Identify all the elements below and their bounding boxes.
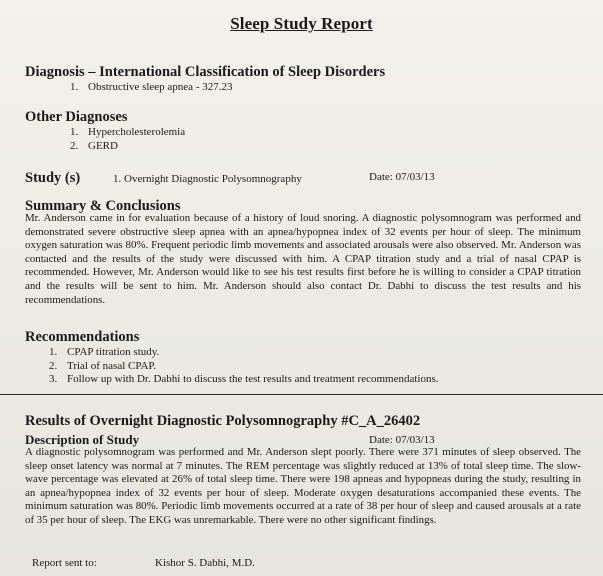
other-diagnoses-list — [70, 126, 185, 153]
list-item — [49, 373, 439, 387]
list-item — [49, 346, 439, 360]
recommendations-list — [49, 346, 439, 387]
list-item — [70, 81, 232, 95]
list-item — [70, 126, 185, 140]
list-text: Follow up with Dr. Dabhi to discuss the test results and treatment recommendations. — [67, 373, 439, 385]
results-text: A diagnostic polysomnogram was performed and Mr. Anderson slept poorly. There were 371 minutes of sleep observed. The sleep onset latency was normal at 7 minutes. The REM percentage was slightly reduced at 13% of total sleep time. The slow-wave percentage was elevated at 26% of total sleep time. There were 198 apneas and hypopneas during the study, resulting in an apnea/hypopnea index of 32 events per hour of sleep. Moderate oxygen desaturations accompanied these events. The minimum saturation was 80%. Periodic limb movements occurred at a rate of 38 per hour of sleep and caused arousals at a rate of 35 per hour of sleep. The EKG was unremarkable. There were no other significant findings. — [25, 446, 581, 526]
results-heading: Results of Overnight Diagnostic Polysomnography #C_A_26402 — [25, 413, 421, 429]
study-date: Date: 07/03/13 — [369, 171, 435, 183]
list-text: Obstructive sleep apnea - 327.23 — [88, 81, 233, 93]
list-text: CPAP titration study. — [67, 346, 160, 358]
list-number: 1. — [70, 81, 79, 93]
section-divider — [0, 394, 603, 395]
list-text: GERD — [88, 139, 118, 152]
list-number: 2. — [49, 359, 58, 372]
list-number: 2. — [70, 139, 79, 152]
diagnosis-list — [70, 81, 232, 95]
description-heading: Description of Study — [25, 432, 140, 447]
list-item — [49, 360, 439, 374]
summary-text: Mr. Anderson came in for evaluation because of a history of loud snoring. A diagnostic polysomnogram was performed and demonstrated severe obstructive sleep apnea with an apnea/hypopnea index of 32 events per hour of sleep. The minimum oxygen saturation was 80%. Frequent periodic limb movements and associated arousals were also observed. Mr. Anderson was contacted and the results of the study were discussed with him. A CPAP titration study and a trial of nasal CPAP is recommended. However, Mr. Anderson would like to see his test results first before he is willing to consider a CPAP titration and the results will be sent to him. Mr. Anderson should also contact Dr. Dabhi to discuss the test results and his recommendations. — [25, 212, 581, 306]
list-text: Hypercholesterolemia — [88, 126, 186, 138]
study-name: Overnight Diagnostic Polysomnography — [124, 173, 302, 185]
study-heading: Study (s) — [25, 170, 81, 186]
recommendations-heading: Recommendations — [25, 329, 140, 345]
report-sent-label: Report sent to: — [32, 557, 97, 569]
list-number: 1. — [49, 346, 58, 358]
report-recipient: Kishor S. Dabhi, M.D. — [155, 557, 255, 569]
summary-heading: Summary & Conclusions — [25, 198, 181, 214]
list-text: Trial of nasal CPAP. — [67, 359, 157, 372]
diagnosis-heading: Diagnosis – International Classification of Sleep Disorders — [25, 64, 386, 80]
list-number: 1. — [70, 126, 79, 138]
list-item — [70, 140, 185, 154]
other-diagnoses-heading: Other Diagnoses — [25, 109, 128, 125]
results-date: Date: 07/03/13 — [369, 434, 435, 446]
report-title: Sleep Study Report — [230, 14, 373, 33]
list-number: 3. — [49, 373, 58, 385]
list-number: 1. — [113, 173, 122, 185]
study-item — [113, 173, 302, 185]
